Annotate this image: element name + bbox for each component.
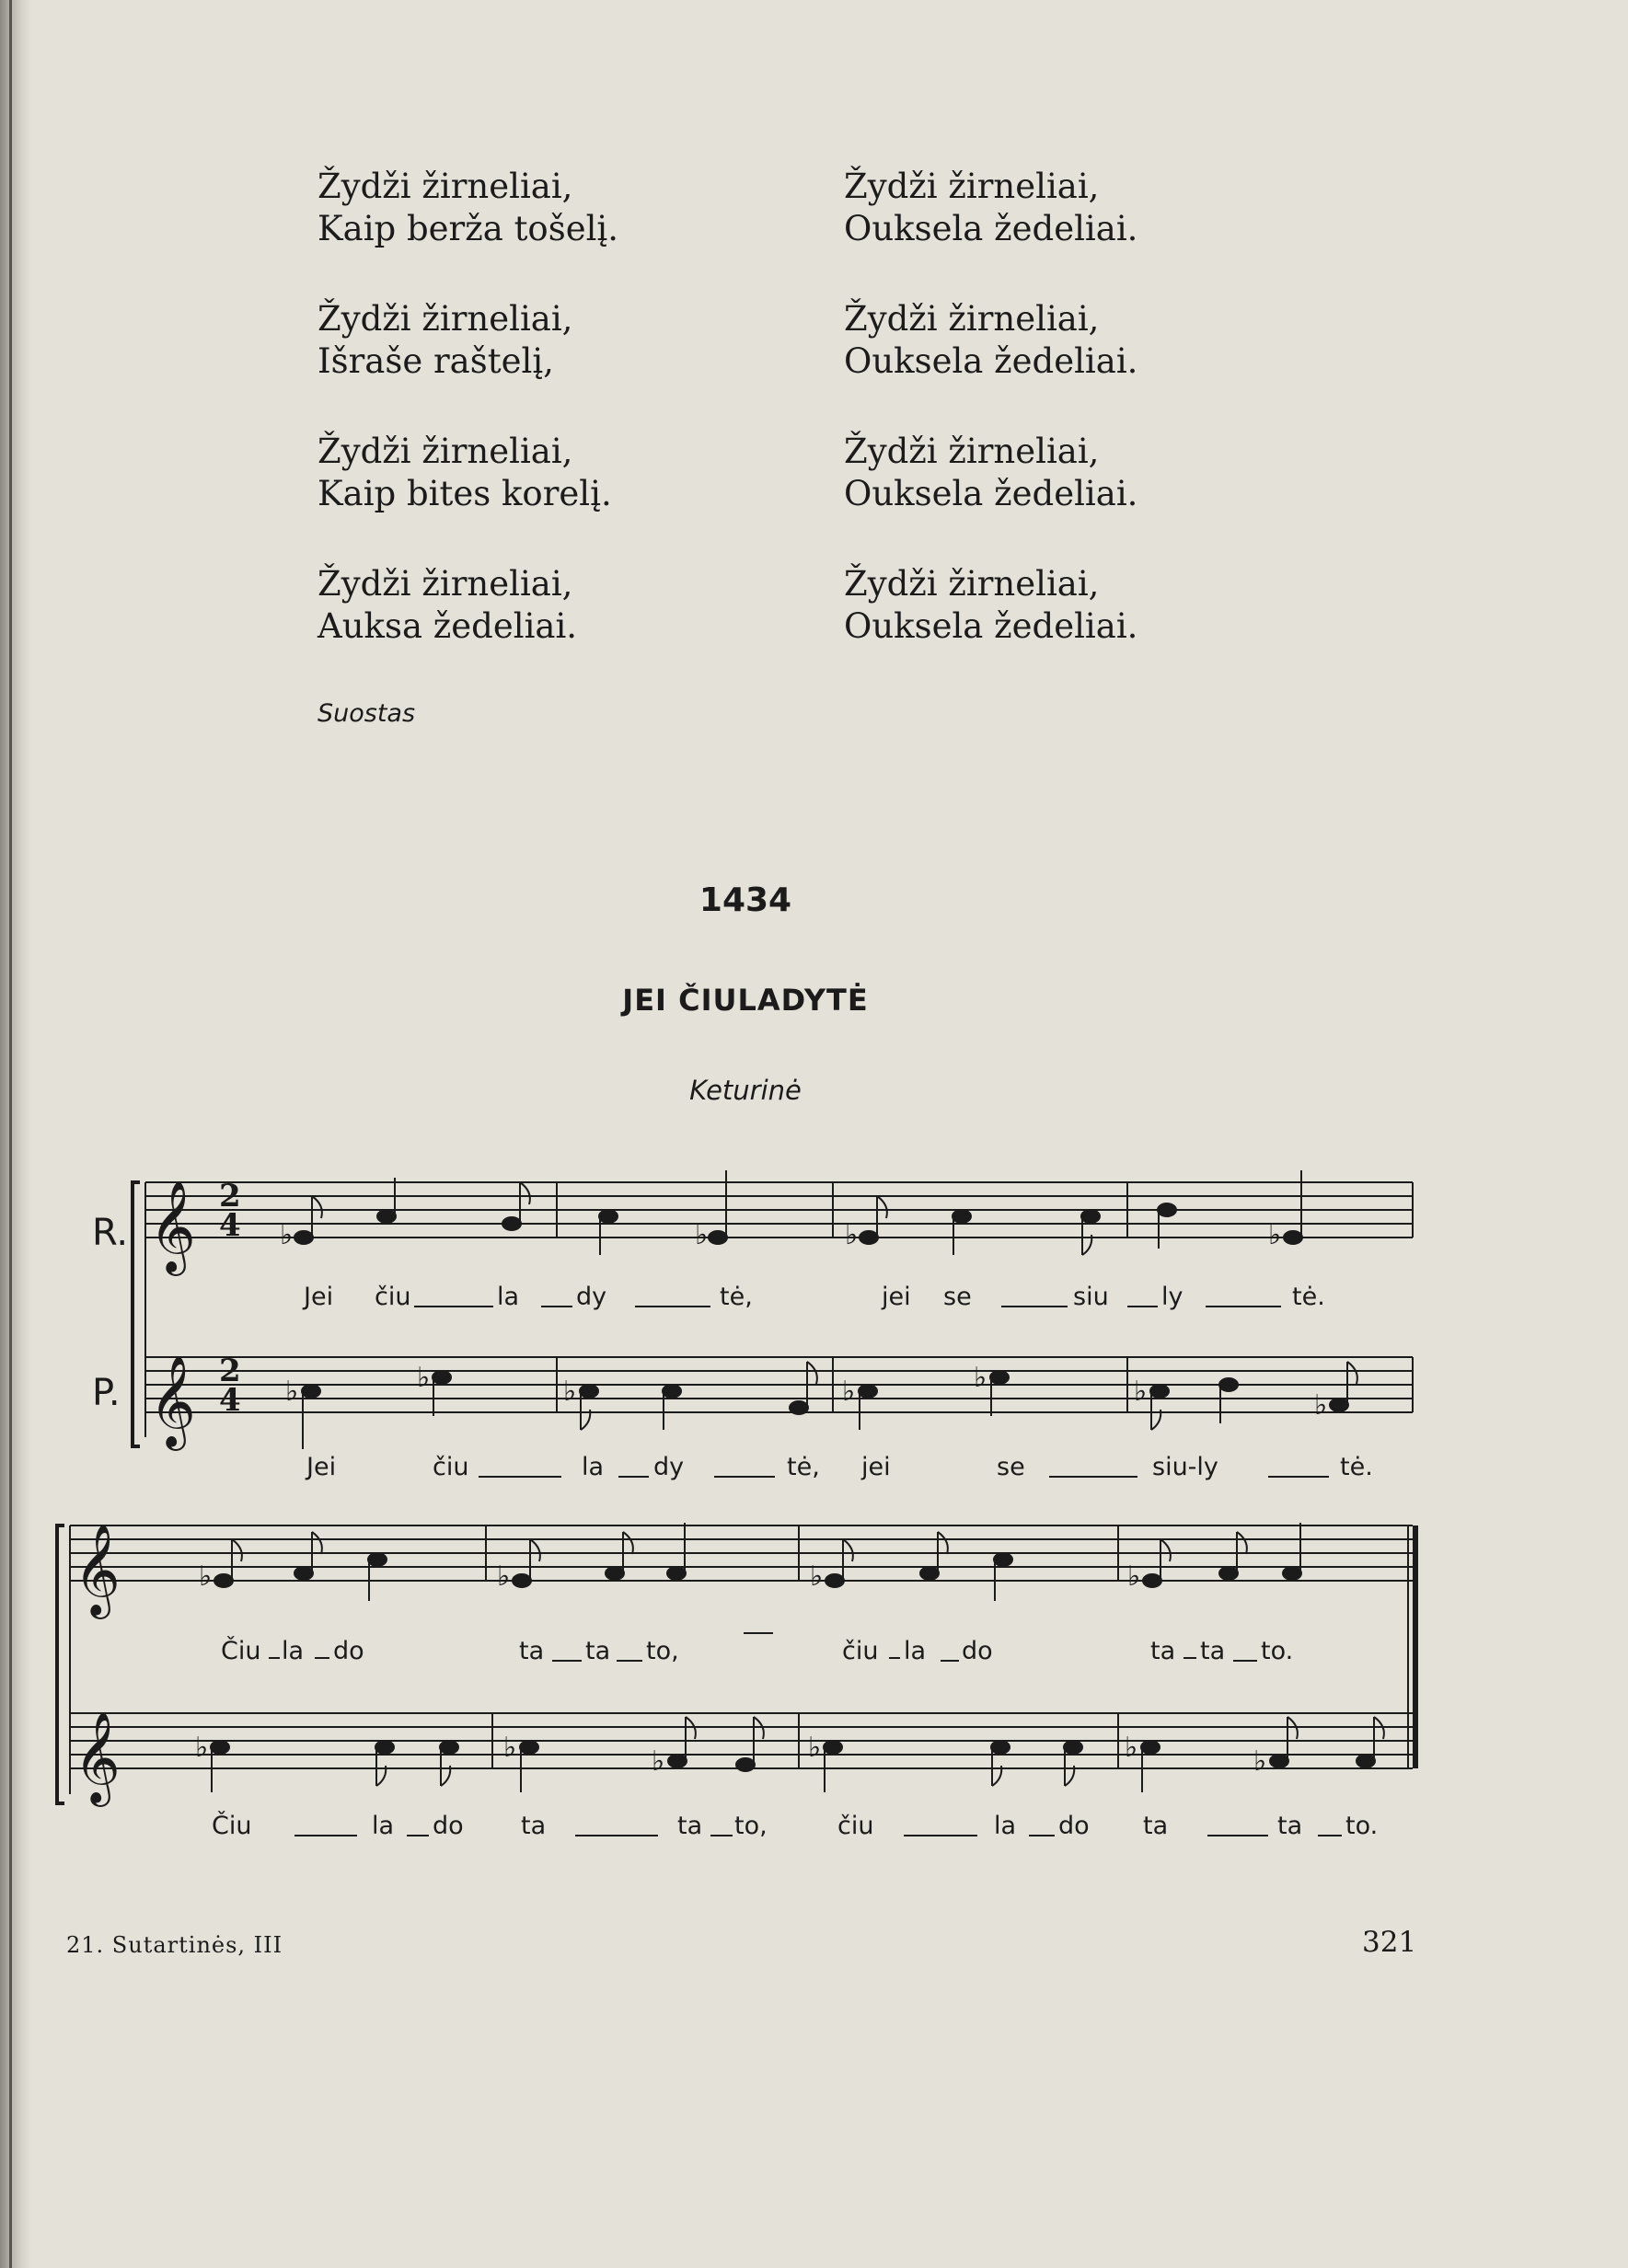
time-signature-bottom: 4	[219, 1207, 241, 1244]
eighth-note	[1150, 1385, 1169, 1398]
lyric-syllable: ta	[1143, 1812, 1169, 1840]
verse-line: Žydži žirneliai,	[844, 167, 1100, 206]
staff-r-system-1	[145, 1182, 1413, 1238]
voice-label-p: P.	[92, 1372, 121, 1414]
flat-icon: ♭	[563, 1376, 577, 1408]
flat-icon: ♭	[1268, 1219, 1282, 1251]
quarter-note	[824, 1741, 842, 1754]
lyric-syllable: Čiu	[212, 1812, 252, 1840]
flat-icon: ♭	[1314, 1389, 1328, 1422]
lyric-syllable: ta	[519, 1637, 545, 1665]
lyric-syllable: do	[962, 1637, 993, 1665]
time-signature-top: 2	[219, 1353, 241, 1389]
flat-icon: ♭	[195, 1732, 209, 1764]
quarter-note	[302, 1385, 320, 1398]
lyric-syllable: čiu	[375, 1283, 411, 1311]
lyric-syllable: se	[997, 1453, 1025, 1481]
eighth-note	[294, 1567, 313, 1580]
lyric-syllable: čiu	[842, 1637, 879, 1665]
time-signature-bottom: 4	[219, 1382, 241, 1419]
quarter-note	[377, 1210, 396, 1223]
song-title: JEI ČIULADYTĖ	[622, 983, 869, 1018]
lyric-syllable: jei	[861, 1453, 891, 1481]
lyric-syllable: la	[904, 1637, 927, 1665]
lyric-syllable: to.	[1261, 1637, 1294, 1665]
verse-line: Kaip bites korelį.	[318, 474, 612, 513]
treble-clef-icon: 𝄞	[74, 1711, 121, 1803]
treble-clef-icon: 𝄞	[149, 1355, 196, 1447]
treble-clef-icon: 𝄞	[149, 1180, 196, 1272]
lyric-syllable: ta	[677, 1812, 703, 1840]
verse-line: Kaip berža tošelį.	[318, 209, 619, 248]
lyric-syllable: siu-ly	[1152, 1453, 1218, 1481]
lyric-syllable: la	[994, 1812, 1017, 1840]
lyric-syllable: tė,	[787, 1453, 820, 1481]
verse-line: Ouksela žedeliai.	[844, 209, 1138, 248]
eighth-note	[502, 1217, 521, 1230]
eighth-note	[736, 1758, 755, 1771]
lyric-syllable: jei	[882, 1283, 911, 1311]
flat-icon: ♭	[810, 1560, 824, 1593]
flat-icon: ♭	[1134, 1376, 1148, 1408]
lyric-syllable: Jei	[306, 1453, 337, 1481]
lyric-syllable: do	[333, 1637, 364, 1665]
quarter-note	[953, 1210, 971, 1223]
quarter-note	[1219, 1378, 1238, 1391]
flat-icon: ♭	[974, 1362, 987, 1394]
eighth-note	[1081, 1210, 1100, 1223]
flat-icon: ♭	[497, 1560, 511, 1593]
lyric-syllable: Čiu	[221, 1637, 261, 1665]
eighth-note	[1330, 1399, 1348, 1411]
time-signature-top: 2	[219, 1178, 241, 1215]
quarter-note	[663, 1385, 681, 1398]
eighth-note	[991, 1741, 1010, 1754]
lyric-syllable: ta	[521, 1812, 547, 1840]
quarter-note	[1284, 1231, 1302, 1244]
voice-label-r: R.	[92, 1212, 129, 1254]
eighth-note	[1064, 1741, 1082, 1754]
staff-r-system-2	[70, 1525, 1413, 1581]
lyric-syllable: čiu	[837, 1812, 874, 1840]
treble-clef-icon: 𝄞	[74, 1524, 121, 1616]
verse-line: Žydži žirneliai,	[844, 432, 1100, 471]
flat-icon: ♭	[1127, 1560, 1141, 1593]
song-number: 1434	[699, 881, 792, 919]
lyric-syllable: ta	[1277, 1812, 1303, 1840]
lyric-syllable: tė.	[1292, 1283, 1325, 1311]
page-number: 321	[1362, 1926, 1417, 1959]
quarter-note	[520, 1741, 538, 1754]
flat-icon: ♭	[842, 1376, 856, 1408]
lyric-syllable: siu	[1073, 1283, 1109, 1311]
flat-icon: ♭	[808, 1732, 822, 1764]
verse-line: Žydži žirneliai,	[844, 564, 1100, 604]
eighth-note	[606, 1567, 624, 1580]
lyric-syllable: tė.	[1340, 1453, 1373, 1481]
quarter-note	[994, 1553, 1012, 1566]
lyric-syllable: to,	[646, 1637, 679, 1665]
verse-line: Žydži žirneliai,	[318, 432, 573, 471]
quarter-note	[1283, 1567, 1301, 1580]
eighth-note	[214, 1574, 233, 1587]
lyric-syllable: la	[582, 1453, 605, 1481]
lyric-syllable: se	[943, 1283, 972, 1311]
song-subtitle: Keturinė	[689, 1075, 802, 1106]
lyric-syllable: to.	[1345, 1812, 1379, 1840]
eighth-note	[1219, 1567, 1238, 1580]
eighth-note	[668, 1755, 687, 1767]
verse-line: Ouksela žedeliai.	[844, 606, 1138, 646]
lyrics-p-system-1	[305, 1453, 1373, 1481]
eighth-note	[294, 1231, 313, 1244]
flat-icon: ♭	[1125, 1732, 1138, 1764]
footer-book-title: 21. Sutartinės, III	[66, 1932, 283, 1958]
lyric-syllable: do	[1058, 1812, 1090, 1840]
verse-line: Auksa žedeliai.	[318, 606, 578, 646]
quarter-note	[709, 1231, 727, 1244]
verse-line: Žydži žirneliai,	[318, 299, 573, 339]
quarter-note	[990, 1371, 1009, 1384]
quarter-note	[1141, 1741, 1160, 1754]
verse-line: Ouksela žedeliai.	[844, 341, 1138, 381]
lyric-syllable: la	[282, 1637, 305, 1665]
lyric-syllable: dy	[653, 1453, 685, 1481]
system-bracket-2	[57, 1525, 64, 1803]
lyric-syllable: ta	[585, 1637, 611, 1665]
quarter-note	[667, 1567, 686, 1580]
flat-icon: ♭	[280, 1219, 294, 1251]
lyric-syllable: la	[372, 1812, 395, 1840]
lyric-syllable: la	[497, 1283, 520, 1311]
eighth-note	[375, 1741, 394, 1754]
quarter-note	[1158, 1203, 1176, 1216]
quarter-note	[859, 1385, 877, 1398]
lyric-syllable: čiu	[433, 1453, 469, 1481]
verse-line: Žydži žirneliai,	[844, 299, 1100, 339]
eighth-note	[826, 1574, 844, 1587]
system-bracket-1	[133, 1182, 140, 1446]
verse-line: Išraše raštelį,	[318, 341, 554, 381]
lyrics-r-system-2	[221, 1633, 1293, 1665]
verse-line: Žydži žirneliai,	[318, 564, 573, 604]
eighth-note	[1143, 1574, 1161, 1587]
lyric-syllable: ly	[1161, 1283, 1183, 1311]
eighth-note	[513, 1574, 531, 1587]
quarter-note	[599, 1210, 618, 1223]
flat-icon: ♭	[285, 1376, 299, 1408]
flat-icon: ♭	[845, 1219, 859, 1251]
lyric-syllable: Jei	[304, 1283, 334, 1311]
lyric-syllable: ta	[1200, 1637, 1226, 1665]
quarter-note	[211, 1741, 229, 1754]
eighth-note	[920, 1567, 939, 1580]
lyrics-p-system-2	[212, 1811, 1378, 1840]
flat-icon: ♭	[652, 1745, 665, 1778]
notes-r-system-2	[199, 1523, 1301, 1601]
lyric-syllable: ta	[1150, 1637, 1176, 1665]
notes-p-system-1	[285, 1362, 1357, 1449]
lyric-syllable: tė,	[720, 1283, 753, 1311]
eighth-note	[440, 1741, 458, 1754]
quarter-note	[433, 1371, 451, 1384]
verse-line: Žydži žirneliai,	[318, 167, 573, 206]
eighth-note	[790, 1401, 808, 1414]
lyric-syllable: dy	[576, 1283, 607, 1311]
eighth-note	[1270, 1755, 1288, 1767]
flat-icon: ♭	[503, 1732, 517, 1764]
flat-icon: ♭	[695, 1219, 709, 1251]
quarter-note	[368, 1553, 387, 1566]
lyric-syllable: do	[433, 1812, 464, 1840]
flat-icon: ♭	[417, 1362, 431, 1394]
flat-icon: ♭	[199, 1560, 213, 1593]
suostas-label: Suostas	[318, 699, 416, 728]
lyric-syllable: to,	[734, 1812, 768, 1840]
flat-icon: ♭	[1253, 1745, 1267, 1778]
eighth-note	[580, 1385, 598, 1398]
lyrics-r-system-1	[302, 1283, 1325, 1311]
eighth-note	[1357, 1755, 1375, 1767]
verse-line: Ouksela žedeliai.	[844, 474, 1138, 513]
eighth-note	[860, 1231, 878, 1244]
